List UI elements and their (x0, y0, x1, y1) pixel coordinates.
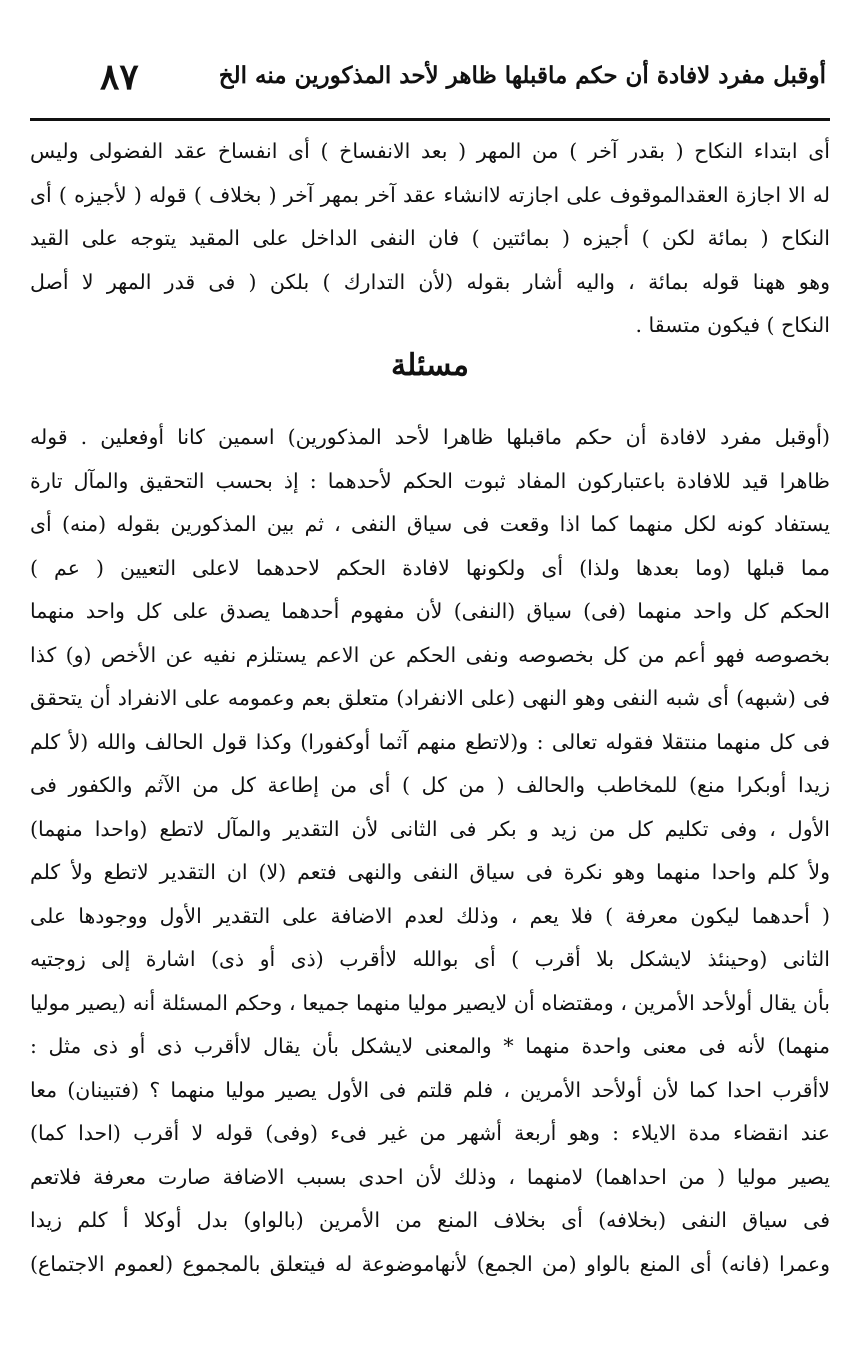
text-line: فى سياق النفى (بخلافه) أى بخلاف المنع من الأمرين (بالواو) بدل أوكلا أ كلم زيدا (30, 1208, 830, 1232)
book-page (30, 40, 830, 1330)
text-line: النكاح ( بمائة لكن ) أجيزه ( بمائتين ) فان النفى الداخل على المقيد يتوجه على القيد (30, 226, 830, 250)
section-heading: مسئلة (391, 348, 469, 383)
text-line: أى ابتداء النكاح ( بقدر آخر ) من المهر ( بعد الانفساخ ) أى انفساخ عقد الفضولى وليس (30, 139, 830, 163)
paragraph-commentary-top (30, 130, 830, 348)
text-line: منهما) لأنه فى معنى واحدة منهما * والمعنى لايشكل بأن يقال لاأقرب ذى أو ذى مثل : (30, 1034, 830, 1058)
text-line: الحكم كل واحد منهما (فى) سياق (النفى) لأن مفهوم أحدهما يصدق على كل واحد منهما (30, 599, 830, 623)
text-line: يصير موليا ( من احداهما) لامنهما ، وذلك لأن احدى بسبب الاضافة صارت معرفة فلاتعم (30, 1164, 830, 1189)
running-title: أوقبل مفرد لافادة أن حكم ماقبلها ظاهر لأحد المذكورين منه الخ (218, 62, 826, 89)
text-line: بخصوصه فهو أعم من كل بخصوصه ونفى الحكم عن الاعم يستلزم نفيه عن الأخص (و) كذا (30, 642, 830, 667)
text-line: يستفاد كونه لكل منهما كما اذا وقعت فى سياق النفى ، ثم بين المذكورين بقوله (منه) أى (30, 512, 830, 536)
text-line: فى (شبهه) أى شبه النفى وهو النهى (على الانفراد) متعلق بعم وعمومه على الانفراد أن يتحقق (30, 686, 830, 710)
text-line: عند انقضاء مدة الايلاء : وهو أربعة أشهر من غير فىء (وفى) قوله لا أقرب (احدا كما) (30, 1121, 830, 1145)
page-header (30, 48, 830, 114)
text-line: فى كل منهما منتقلا فقوله تعالى : و(لاتطع منهم آثما أوكفورا) وكذا قول الحالف والله (لأ كلم (30, 729, 830, 754)
text-line: له الا اجازة العقدالموقوف على اجازته لاانشاء عقد آخر بمهر آخر ( بخلاف ) قوله ( لأجيزه ) أى (30, 182, 830, 207)
text-line: بأن يقال أولأحد الأمرين ، ومقتضاه أن لايصير موليا منهما جميعا ، وحكم المسئلة أنه (يصير موليا (30, 990, 830, 1015)
paragraph-masala (30, 416, 830, 1286)
text-line: النكاح ) فيكون متسقا . (635, 313, 830, 337)
text-line: وعمرا (فانه) أى المنع بالواو (من الجمع) لأنهاموضوعة له فيتعلق بالمجموع (لعموم الاجتماع) (30, 1251, 830, 1276)
text-line: زيدا أوبكرا منع) للمخاطب والحالف ( من كل ) أى من إطاعة كل من الآثم والكفور فى (30, 773, 830, 797)
text-line: ولأ كلم واحدا منهما وهو نكرة فى سياق النفى والنهى فتعم (لا) ان التقدير لاتطع ولأ كلم (30, 860, 830, 884)
text-line: لاأقرب احدا كما لأن أولأحد الأمرين ، فلم قلتم فى الأول يصير موليا منهما ؟ (فتبينان) معا (30, 1077, 830, 1102)
text-line: مما قبلها (وما بعدها ولذا) أى ولكونها لافادة الحكم لاحدهما لاعلى التعيين ( عم ) (30, 555, 830, 580)
text-line: ( أحدهما ليكون معرفة ) فلا يعم ، وذلك لعدم الاضافة على التقدير الأول ووجودها على (30, 903, 830, 928)
header-rule (30, 118, 830, 121)
text-line: ظاهرا قيد للافادة باعتباركون المفاد ثبوت الحكم لأحدهما : إذ بحسب التحقيق والمآل تارة (30, 468, 830, 493)
text-line: وهو ههنا قوله بمائة ، واليه أشار بقوله (لأن التدارك ) بلكن ( فى قدر المهر لا أصل (30, 269, 830, 294)
text-line: الثانى (وحينئذ لايشكل بلا أقرب ) أى بوالله لاأقرب (ذى أو ذى) اشارة إلى زوجتيه (30, 947, 830, 971)
text-line: (أوقبل مفرد لافادة أن حكم ماقبلها ظاهرا لأحد المذكورين) اسمين كانا أوفعلين . قوله (30, 425, 830, 449)
text-line: الأول ، وفى تكليم كل من زيد و بكر فى الثانى لأن التقدير والمآل لاتطع (واحدا منهما) (30, 816, 830, 841)
page-number: ٨٧ (100, 56, 139, 98)
